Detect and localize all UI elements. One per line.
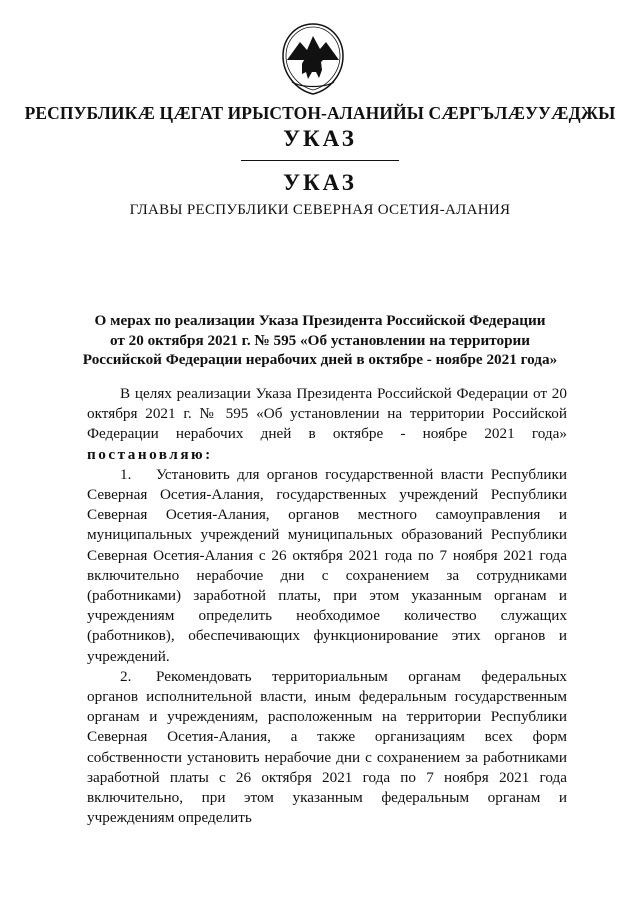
decree-title-line: О мерах по реализации Указа Президента Российской Федерации	[94, 312, 546, 329]
issuer-line: ГЛАВЫ РЕСПУБЛИКИ СЕВЕРНАЯ ОСЕТИЯ-АЛАНИЯ	[129, 202, 511, 218]
decree-heading-ossetian: УКАЗ	[283, 126, 357, 151]
republic-name-ossetian: РЕСПУБЛИКӔ ЦӔГАТ ИРЫСТОН-АЛАНИЙЫ СӔРГЪЛӔУУӔДЖЫ	[24, 103, 616, 123]
header-divider	[241, 160, 399, 161]
clause-2	[87, 667, 567, 829]
decree-title	[70, 311, 570, 370]
clause-1	[87, 465, 567, 667]
preamble-paragraph	[87, 384, 567, 465]
clause-text: Рекомендовать территориальным органам федеральных органов исполнительной власти, иным федеральным государственным органам и учреждениям, расположенным на территории Республики Северная Осетия-Алания, а также организациям всех форм собственности установить нерабочие дни с сохранением за работниками заработной платы с 26 октября 2021 года по 7 ноября 2021 года включительно, при этом указанным федеральным органам и учреждениям определить	[87, 667, 567, 827]
clause-number: 2.	[120, 667, 132, 685]
decree-title-line: Российской Федерации нерабочих дней в октябре - ноябре 2021 года»	[82, 351, 558, 368]
decree-body	[87, 384, 567, 828]
clause-text: Установить для органов государственной власти Республики Северная Осетия-Алания, государственных учреждений Республики Северная Осетия-Алания, органов местного самоуправления и муниципальных учреждений муниципальных образований Республики Северная Осетия-Алания с 26 октября 2021 года по 7 ноября 2021 года включительно нерабочие дни с сохранением за сотрудниками (работниками) заработной платы, при этом указанным органам и учреждениям определить необходимое количество служащих (работников), обеспечивающих функционирование этих органов и учреждений.	[87, 465, 567, 665]
decree-heading: УКАЗ	[283, 170, 357, 195]
resolve-word: постановляю:	[87, 445, 213, 463]
preamble-text: В целях реализации Указа Президента Российской Федерации от 20 октября 2021 г. № 595 «Об установлении на территории Российской Федерации нерабочих дней в октябре - ноябре 2021 года»	[87, 385, 567, 443]
coat-of-arms-emblem	[280, 22, 346, 96]
clause-number: 1.	[120, 465, 132, 483]
decree-title-line: от 20 октября 2021 г. № 595 «Об установлении на территории	[109, 331, 531, 349]
